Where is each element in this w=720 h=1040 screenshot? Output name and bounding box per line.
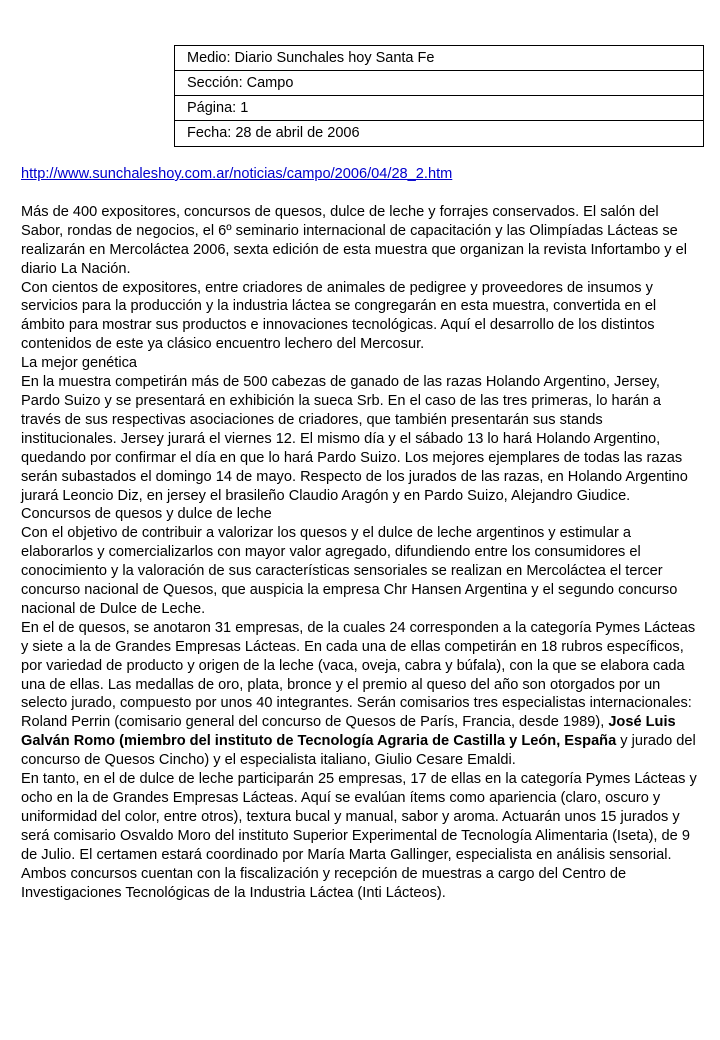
quesos-text-end: y jurado del concurso de Quesos Cincho) y el especialista italiano, Giulio Cesare Emaldi. bbox=[21, 733, 696, 769]
quesos-text-bold: José Luis Galván Romo (miembro del instituto de Tecnología Agraria de Castilla y León, España bbox=[21, 714, 676, 750]
quesos-text-start: En el de quesos, se anotaron 31 empresas, de la cuales 24 corresponden a la categoría Pymes Lácteas y siete a la de Grandes Empresas Lácteas. En cada una de ellas competirán en 18 rubros específicos, por variedad de producto y origen de la leche (vaca, oveja, cabra y búfala), con la que se elabora cada una de ellas. Las medallas de oro, plata, bronce y el premio al queso del año son otorgados por un selecto jurado, compuesto por unos 40 integrantes. Serán comisarios tres especialistas internacionales: Roland Perrin (comisario general del concurso de Quesos de París, Francia, desde 1989), bbox=[21, 619, 696, 731]
pagina-field: Página: 1 bbox=[175, 96, 703, 121]
paragraph-concursos: Con el objetivo de contribuir a valorizar los quesos y el dulce de leche argentinos y estimular a elaborarlos y comercializarlos con mayor valor agregado, difundiendo entre los consumidores el conocimiento y la valoración de sus características sensoriales se realizan en Mercoláctea el tercer concurso nacional de Quesos, que auspicia la empresa Chr Hansen Argentina y el segundo concurso nacional de Dulce de Leche. bbox=[21, 525, 678, 617]
seccion-field: Sección: Campo bbox=[175, 71, 703, 96]
fecha-field: Fecha: 28 de abril de 2006 bbox=[187, 125, 360, 141]
source-metadata-box bbox=[174, 45, 704, 147]
paragraph-dulce-de-leche: En tanto, en el de dulce de leche participarán 25 empresas, 17 de ellas en la categoría Pymes Lácteas y ocho en la de Grandes Empresas Lácteas. Aquí se evalúan ítems como apariencia (claro, oscuro y uniformidad del color, entre otros), textura bucal y manual, sabor y aroma. Actuarán unos 15 jurados y será comisario Osvaldo Moro del instituto Superior Experimental de Tecnología Alimentaria (Iseta), de 9 de Julio. El certamen estará coordinado por María Marta Gallinger, especialista en análisis sensorial. Ambos concursos cuentan con la fiscalización y recepción de muestras a cargo del Centro de Investigaciones Tecnológicas de la Industria Láctea (Inti Lácteos). bbox=[21, 771, 697, 901]
heading-concursos: Concursos de quesos y dulce de leche bbox=[21, 506, 272, 523]
paragraph-expositores: Con cientos de expositores, entre criadores de animales de pedigree y proveedores de insumos y servicios para la producción y la industria láctea se congregarán en esta muestra, convertida en el ámbito para mostrar sus productos e innovaciones tecnológicas. Aquí el desarrollo de los distintos contenidos de este ya clásico encuentro lechero del Mercosur. bbox=[21, 279, 657, 353]
source-link[interactable]: http://www.sunchaleshoy.com.ar/noticias/campo/2006/04/28_2.htm bbox=[21, 166, 453, 182]
article-body bbox=[21, 165, 701, 902]
medio-field: Medio: Diario Sunchales hoy Santa Fe bbox=[175, 46, 703, 71]
paragraph-intro: Más de 400 expositores, concursos de quesos, dulce de leche y forrajes conservados. El salón del Sabor, rondas de negocios, el 6º seminario internacional de capacitación y las Olimpíadas Lácteas se realizarán en Mercoláctea 2006, sexta edición de esta muestra que organizan la revista Infortambo y el diario La Nación. bbox=[21, 203, 688, 277]
paragraph-genetica: En la muestra competirán más de 500 cabezas de ganado de las razas Holando Argentino, Jersey, Pardo Suizo y se presentará en exhibición la sueca Srb. En el caso de las tres primeras, lo harán a través de sus respectivas asociaciones de criadores, que también presentarán sus stands institucionales. Jersey jurará el viernes 12. El mismo día y el sábado 13 lo hará Holando Argentino, quedando por confirmar el día en que lo hará Pardo Suizo. Los mejores ejemplares de todas las razas serán subastados el domingo 14 de mayo. Respecto de los jurados de las razas, en Holando Argentino jurará Leoncio Diz, en jersey el brasileño Claudio Aragón y en Pardo Suizo, Alejandro Giudice. bbox=[21, 374, 688, 504]
paragraph-quesos bbox=[21, 619, 701, 770]
heading-genetica: La mejor genética bbox=[21, 355, 138, 372]
